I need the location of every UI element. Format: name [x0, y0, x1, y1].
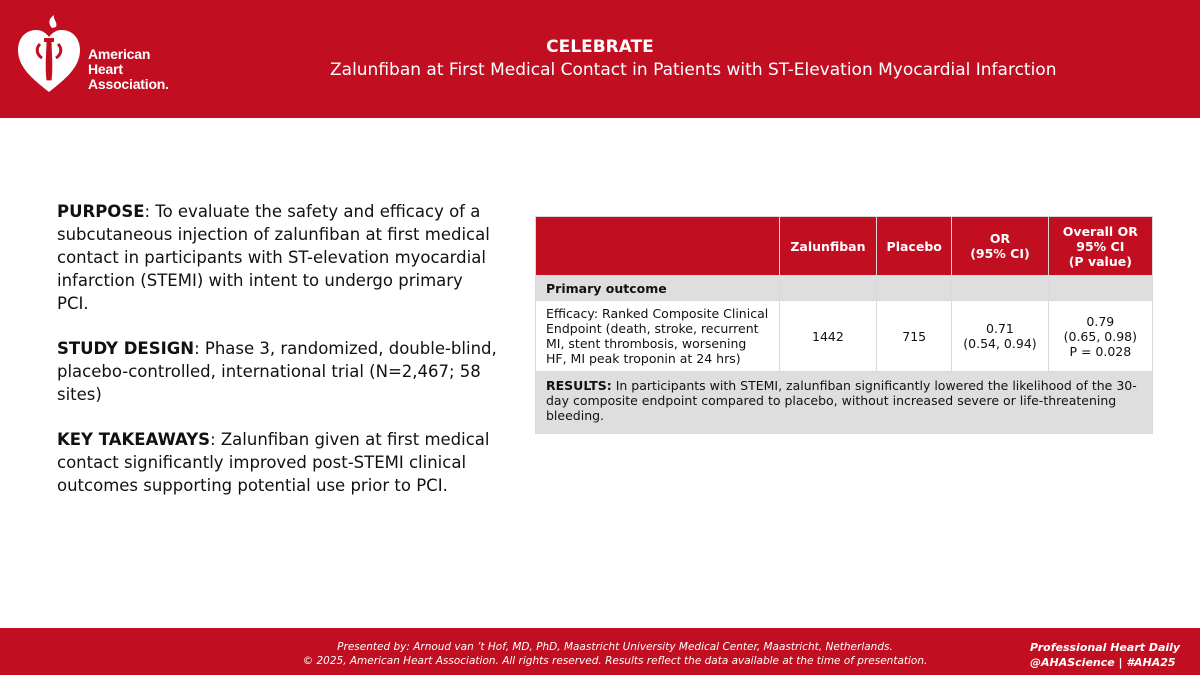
results-label: RESULTS: — [546, 378, 612, 393]
table-header-or: OR (95% CI) — [952, 217, 1048, 276]
table-header-blank — [536, 217, 780, 276]
results-text: In participants with STEMI, zalunfiban significantly lowered the likelihood of the 30-day composite endpoint compared to placebo, without increased severe or life-threatening bleeding. — [546, 378, 1137, 423]
table-header-row — [536, 217, 1153, 276]
table-row — [536, 301, 1153, 372]
or-value: 0.71 (0.54, 0.94) — [952, 301, 1048, 372]
results-row — [536, 372, 1153, 434]
brand-name: Professional Heart Daily — [1030, 641, 1181, 654]
design-text: : Phase 3, randomized, double-blind, placebo-controlled, international trial (N=2,467; 58 sites) — [57, 339, 497, 404]
title-block — [250, 36, 1057, 82]
footer-credits — [300, 640, 930, 668]
footer-brand — [1030, 640, 1180, 670]
trial-title: CELEBRATE — [546, 37, 654, 57]
takeaways-label: KEY TAKEAWAYS — [57, 430, 211, 449]
section-cell — [952, 276, 1048, 301]
zalunfiban-value: 1442 — [779, 301, 876, 372]
org-line: Heart — [88, 61, 123, 77]
org-line: American — [88, 46, 151, 62]
trial-subtitle: Zalunfiban at First Medical Contact in Patients with ST-Elevation Myocardial Infarction — [330, 60, 1057, 80]
results-cell — [536, 372, 1153, 434]
org-line: Association. — [88, 76, 169, 92]
aha-heart-torch-icon — [14, 14, 84, 96]
design-label: STUDY DESIGN — [57, 339, 195, 358]
summary-column — [57, 200, 497, 519]
table-section-row — [536, 276, 1153, 301]
overall-or-value: 0.79 (0.65, 0.98) P = 0.028 — [1048, 301, 1152, 372]
efficacy-endpoint-label: Efficacy: Ranked Composite Clinical Endpoint (death, stroke, recurrent MI, stent thrombosis, worsening HF, MI peak troponin at 24 hrs) — [536, 301, 780, 372]
footer-banner — [0, 628, 1200, 675]
table-header-placebo: Placebo — [877, 217, 952, 276]
table-header-overall-or: Overall OR 95% CI (P value) — [1048, 217, 1152, 276]
placebo-value: 715 — [877, 301, 952, 372]
purpose-text: : To evaluate the safety and efficacy of a subcutaneous injection of zalunfiban at first medical contact in participants with ST-elevation myocardial infarction (STEMI) with intent to undergo primary PCI. — [57, 202, 490, 313]
presenter-line: Presented by: Arnoud van ’t Hof, MD, PhD, Maastricht University Medical Center, Maastricht, Netherlands. — [337, 641, 893, 653]
takeaways-paragraph — [57, 428, 497, 497]
header-banner — [0, 0, 1200, 118]
aha-wordmark — [88, 47, 169, 92]
section-label: Primary outcome — [536, 276, 780, 301]
section-cell — [779, 276, 876, 301]
section-cell — [1048, 276, 1152, 301]
table-header-zalunfiban: Zalunfiban — [779, 217, 876, 276]
section-cell — [877, 276, 952, 301]
purpose-paragraph — [57, 200, 497, 315]
copyright-line: © 2025, American Heart Association. All rights reserved. Results reflect the data available at the time of presentation. — [302, 655, 928, 667]
design-paragraph — [57, 337, 497, 406]
takeaways-text: : Zalunfiban given at first medical contact significantly improved post-STEMI clinical outcomes supporting potential use prior to PCI. — [57, 430, 490, 495]
results-table — [535, 216, 1153, 434]
social-handle: @AHAScience | #AHA25 — [1030, 656, 1176, 669]
purpose-label: PURPOSE — [57, 202, 145, 221]
